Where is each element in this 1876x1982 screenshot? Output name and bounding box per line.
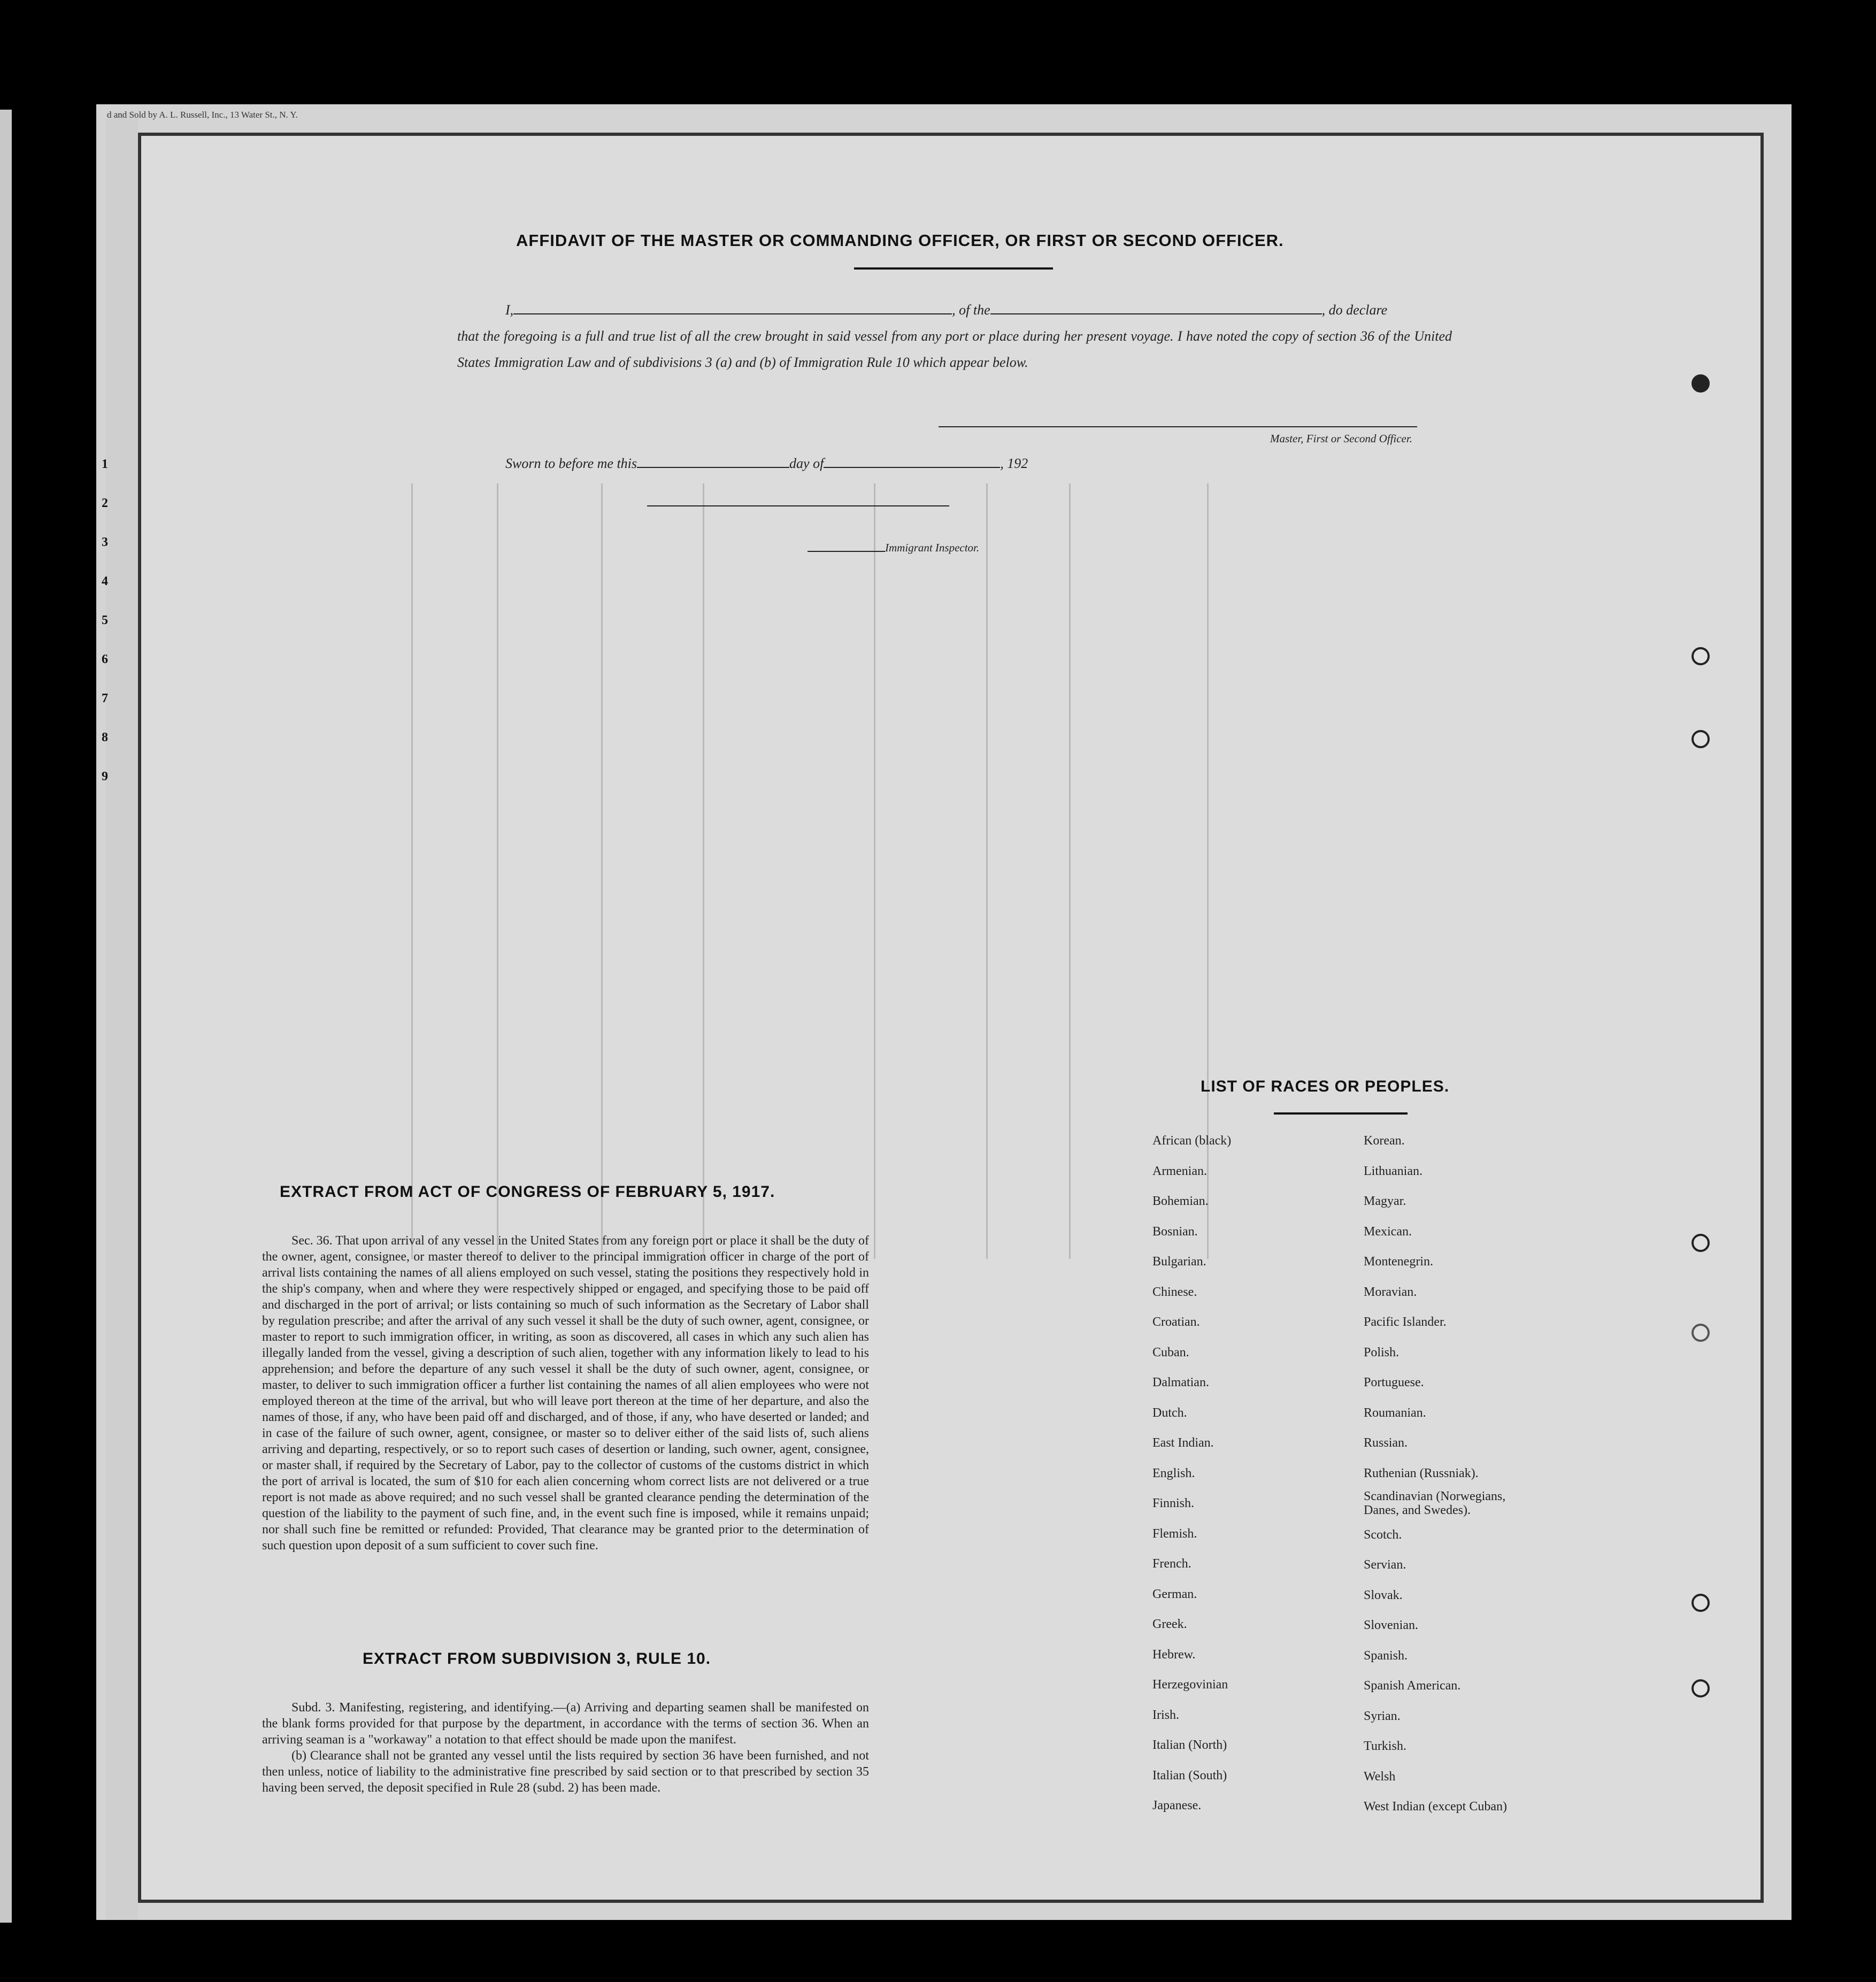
- rule-extract-heading: EXTRACT FROM SUBDIVISION 3, RULE 10.: [363, 1650, 711, 1668]
- race-item: Slovenian.: [1364, 1618, 1418, 1632]
- row-number: 2: [102, 496, 108, 510]
- race-item: Italian (North): [1152, 1738, 1227, 1752]
- do-declare-label: , do declare: [1321, 302, 1388, 318]
- bleed-through-rule: [601, 483, 603, 1259]
- race-item: Chinese.: [1152, 1285, 1197, 1299]
- declarant-label: I,: [505, 302, 514, 318]
- race-item: Portuguese.: [1364, 1376, 1424, 1389]
- binder-hole: [1692, 1234, 1710, 1252]
- race-item: French.: [1152, 1557, 1191, 1571]
- race-item: Ruthenian (Russniak).: [1364, 1466, 1479, 1480]
- race-item: Turkish.: [1364, 1739, 1406, 1753]
- race-item: Slovak.: [1364, 1588, 1403, 1602]
- race-item: Roumanian.: [1364, 1405, 1426, 1420]
- race-item: Hebrew.: [1152, 1647, 1196, 1662]
- sworn-year-label: , 192: [1000, 456, 1028, 471]
- races-heading: LIST OF RACES OR PEOPLES.: [1201, 1078, 1450, 1095]
- inspector-label: Immigrant Inspector.: [885, 541, 980, 554]
- race-item: Russian.: [1364, 1436, 1408, 1450]
- race-item: Herzegovinian: [1152, 1678, 1228, 1692]
- race-item: Pacific Islander.: [1364, 1315, 1447, 1329]
- race-item: Finnish.: [1152, 1496, 1195, 1510]
- heading-rule: [854, 267, 1053, 270]
- race-item: Flemish.: [1152, 1526, 1197, 1541]
- race-item: Welsh: [1364, 1769, 1396, 1784]
- rule-extract-text: [262, 1700, 869, 1796]
- race-item: Italian (South): [1152, 1768, 1227, 1783]
- race-item: Spanish American.: [1364, 1679, 1461, 1693]
- race-item: Bohemian.: [1152, 1194, 1209, 1208]
- bleed-through-rule: [703, 483, 704, 1259]
- row-number: 6: [102, 652, 108, 666]
- binder-hole: [1692, 730, 1710, 748]
- race-item: West Indian (except Cuban): [1364, 1800, 1507, 1814]
- binder-hole: [1692, 374, 1710, 393]
- race-item: Servian.: [1364, 1558, 1406, 1572]
- race-item: English.: [1152, 1466, 1195, 1480]
- inspector-title-line: [808, 551, 885, 552]
- race-item: Scandinavian (Norwegians, Danes, and Swedes).: [1364, 1489, 1506, 1517]
- declarant-name-field[interactable]: [513, 304, 952, 314]
- race-item: Magyar.: [1364, 1194, 1406, 1208]
- race-item: East Indian.: [1152, 1436, 1214, 1450]
- declaration-body: that the foregoing is a full and true list of all the crew brought in said vessel from any port or place during her present voyage. I have noted the copy of section 36 of the United States Immigration Law and of subdivisions 3 (a) and (b) of Immigration Rule 10 which appear below.: [457, 328, 1452, 370]
- bleed-through-rule: [1069, 483, 1071, 1259]
- printer-credit: d and Sold by A. L. Russell, Inc., 13 Water St., N. Y.: [107, 110, 298, 120]
- row-number: 4: [102, 574, 108, 588]
- sworn-day-field[interactable]: [637, 457, 789, 468]
- underlying-page-edge: [106, 112, 138, 1920]
- row-number: 3: [102, 535, 108, 549]
- declaration-first-line: [457, 297, 1452, 323]
- races-column-right: [1364, 1126, 1540, 1822]
- races-column-left: [1152, 1126, 1329, 1821]
- race-item: Polish.: [1364, 1345, 1400, 1359]
- race-item: Bulgarian.: [1152, 1255, 1206, 1269]
- race-item: Spanish.: [1364, 1648, 1408, 1663]
- row-number: 7: [102, 692, 108, 705]
- race-item: Syrian.: [1364, 1709, 1401, 1723]
- race-item: Armenian.: [1152, 1164, 1207, 1178]
- race-item: Bosnian.: [1152, 1224, 1198, 1239]
- race-item: Dutch.: [1152, 1405, 1187, 1420]
- sworn-month-field[interactable]: [824, 457, 1000, 468]
- race-item: Korean.: [1364, 1134, 1405, 1148]
- race-item: African (black): [1152, 1134, 1232, 1148]
- race-item: Japanese.: [1152, 1799, 1202, 1812]
- race-item: Cuban.: [1152, 1345, 1189, 1359]
- row-number: 8: [102, 731, 108, 744]
- act-extract-text: [262, 1233, 869, 1554]
- section-36-text: Sec. 36. That upon arrival of any vessel in the United States from any foreign port or place it shall be the duty of the owner, agent, consignee, or master thereof to deliver to the principal immigration officer in charge of the port of arrival lists containing the names of all aliens employed on such vessel, stating the positions they respectively hold in the ship's company, when and where they were respectively shipped or engaged, and specifying those to be paid off and discharged in the port of arrival; or lists containing so much of such information as the Secretary of Labor shall by regulation prescribe; and after the arrival of any such vessel it shall be the duty of such owner, agent, consignee, or master to report to such immigration officer, in writing, as soon as discovered, all cases in which any such alien has illegally landed from the vessel, giving a description of such alien, together with any information likely to lead to his apprehension; and before the departure of any such vessel it shall be the duty of such owner, agent, consignee, or master, to deliver to such immigration officer a further list containing the names of all alien employees who were not employed thereon at the time of the arrival, but who will leave port thereon at the time of her departure, and also the names of those, if any, who have been paid off and discharged, and of those, if any, who have deserted or landed; and in case of the failure of such owner, agent, consignee, or master so to deliver either of the said lists of, such aliens arriving and departing, respectively, or so to report such cases of desertion or landing, such owner, agent, consignee, or master shall, if required by the Secretary of Labor, pay to the collector of customs of the customs district in which the port of arrival is located, the sum of $10 for each alien concerning whom correct lists are not delivered or a true report is not made as above required; and no such vessel shall be granted clearance pending the determination of the question of the liability to the payment of such fine, and, in the event such fine is imposed, while it remains unpaid; nor shall such fine be remitted or refunded: Provided, That clearance may be granted prior to the determination of such question upon deposit of a sum sufficient to cover such fine.: [262, 1234, 869, 1553]
- race-item: Lithuanian.: [1364, 1164, 1423, 1178]
- binder-hole: [1692, 1594, 1710, 1612]
- adjacent-page-fragment: [0, 110, 12, 1923]
- of-the-label: , of the: [952, 302, 990, 318]
- sworn-prefix: Sworn to before me this: [505, 456, 637, 471]
- race-item: German.: [1152, 1587, 1197, 1601]
- binder-hole: [1692, 647, 1710, 665]
- subdivision-a-text: Subd. 3. Manifesting, registering, and identifying.—(a) Arriving and departing seamen shall be manifested on the blank forms provided for that purpose by the department, in accordance with the terms of section 36. When an arriving seaman is a "workaway" a notation to that effect should be made upon the manifest.: [262, 1701, 869, 1747]
- sworn-line: [505, 456, 1028, 472]
- race-item: Scotch.: [1364, 1527, 1402, 1542]
- race-item: Croatian.: [1152, 1315, 1200, 1329]
- affidavit-declaration: [457, 297, 1452, 375]
- bleed-through-rule: [497, 483, 498, 1259]
- races-heading-rule: [1274, 1112, 1408, 1115]
- binder-hole: [1692, 1324, 1710, 1342]
- row-number: 9: [102, 770, 108, 783]
- race-item: Dalmatian.: [1152, 1376, 1209, 1389]
- row-number: 5: [102, 613, 108, 627]
- bleed-through-rule: [986, 483, 988, 1259]
- inspector-signature-line[interactable]: [647, 505, 949, 506]
- race-item: Mexican.: [1364, 1224, 1412, 1239]
- race-item: Irish.: [1152, 1708, 1179, 1722]
- race-item: Moravian.: [1364, 1285, 1417, 1299]
- master-signature-label: Master, First or Second Officer.: [1270, 432, 1412, 445]
- subdivision-b-text: (b) Clearance shall not be granted any vessel until the lists required by section 36 have been furnished, and not then unless, notice of liability to the administrative fine prescribed by said section or to that prescribed by section 35 having been served, the deposit specified in Rule 28 (subd. 2) has been made.: [262, 1749, 869, 1795]
- vessel-name-field[interactable]: [990, 304, 1322, 314]
- bleed-through-rule: [874, 483, 875, 1259]
- act-extract-heading: EXTRACT FROM ACT OF CONGRESS OF FEBRUARY 5, 1917.: [280, 1183, 775, 1201]
- binder-hole: [1692, 1679, 1710, 1697]
- race-item: Greek.: [1152, 1617, 1187, 1631]
- affidavit-heading: AFFIDAVIT OF THE MASTER OR COMMANDING OFFICER, OR FIRST OR SECOND OFFICER.: [516, 231, 1284, 250]
- bleed-through-rule: [411, 483, 413, 1259]
- race-item: Montenegrin.: [1364, 1255, 1433, 1269]
- row-number: 1: [102, 457, 108, 471]
- master-signature-line[interactable]: [939, 426, 1417, 427]
- sworn-day-label: day of: [789, 456, 824, 471]
